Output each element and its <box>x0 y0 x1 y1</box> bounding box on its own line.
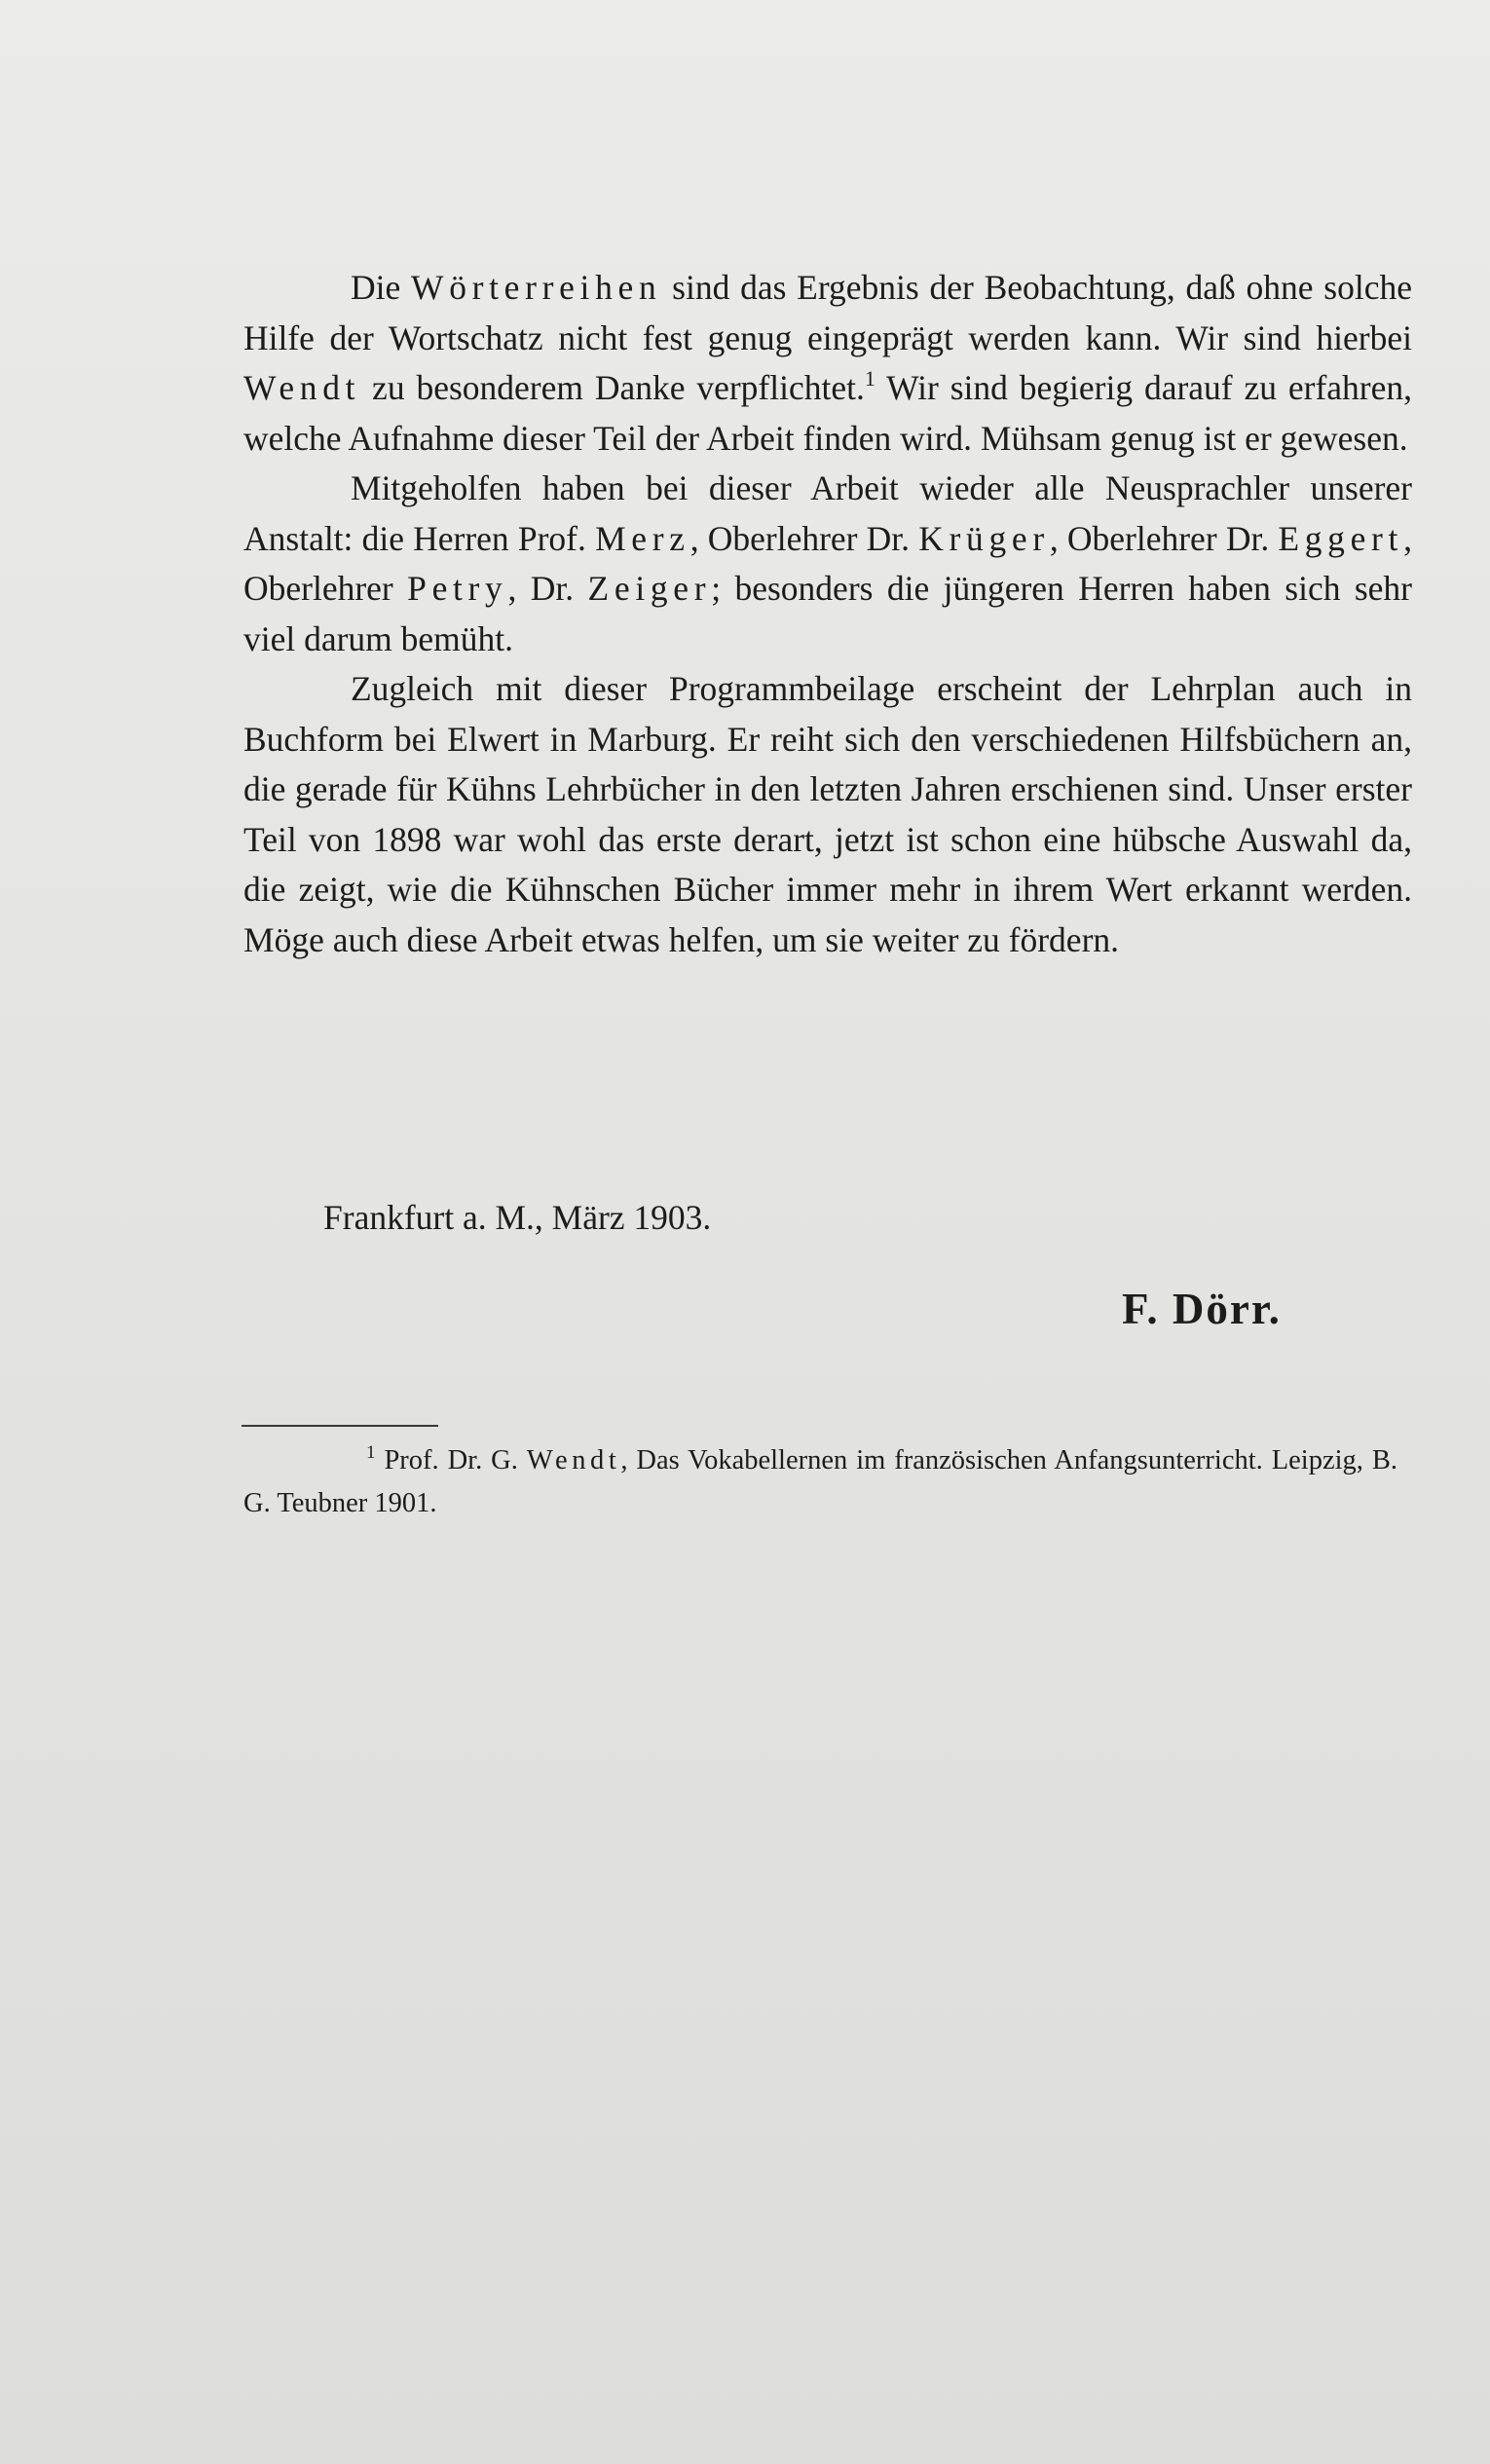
body-text <box>243 263 1412 965</box>
spaced-name: Eggert <box>1278 518 1404 558</box>
text-run: , Oberlehrer <box>243 518 1412 608</box>
text-run: Wir sind begierig darauf zu erfahren, welche Aufnahme dieser Teil der Arbeit finden wird. Mühsam genug ist er gewesen. <box>243 368 1412 458</box>
text-run: , Oberlehrer Dr. <box>1049 518 1279 558</box>
spaced-term: Wörterreihen <box>411 268 662 307</box>
spaced-name: Petry <box>407 569 508 608</box>
text-run: , Oberlehrer Dr. <box>689 518 919 558</box>
spaced-name: Zeiger <box>587 569 712 608</box>
spaced-name: Merz <box>595 518 690 558</box>
text-run: , Das Vokabellernen im französischen Anfangsunterricht. Leipzig, B. G. Teubner 1901. <box>243 1445 1397 1518</box>
paragraph-zugleich: Zugleich mit dieser Programmbeilage erscheint der Lehrplan auch in Buchform bei Elwert in Marburg. Er reiht sich den verschiedenen Hilfsbüchern an, die gerade für Kühns Lehrbücher in den letzten Jahren erschienen sind. Unser erster Teil von 1898 war wohl das erste derart, jetzt ist schon eine hübsche Auswahl da, die zeigt, wie die Kühnschen Bücher immer mehr in ihrem Wert erkannt werden. Möge auch diese Arbeit etwas helfen, um sie weiter zu fördern. <box>243 669 1412 959</box>
dateline: Frankfurt a. M., März 1903. <box>323 1198 712 1237</box>
spaced-name: Wendt <box>243 368 361 407</box>
paragraph-mitgeholfen <box>243 464 1412 664</box>
spaced-name: Wendt <box>526 1445 621 1475</box>
footnote-number: 1 <box>366 1442 376 1463</box>
footnote-reference: 1 <box>864 366 875 391</box>
paragraph-wörterreihen <box>243 263 1412 464</box>
text-run: Mitgeholfen haben bei dieser Arbeit wieder alle Neusprachler unserer Anstalt: die Herren Prof. <box>243 468 1412 558</box>
author-signature: F. Dörr. <box>1122 1285 1282 1333</box>
text-run: ; besonders die jüngeren Herren haben sich sehr viel darum bemüht. <box>243 569 1412 658</box>
text-run: zu besonderem Danke verpflichtet. <box>360 368 865 407</box>
spaced-name: Krüger <box>918 518 1050 558</box>
text-run: Die <box>351 268 412 307</box>
text-run: sind das Ergebnis der Beobachtung, daß ohne solche Hilfe der Wortschatz nicht fest genug eingeprägt werden kann. Wir sind hierbei <box>243 268 1412 357</box>
footnote-divider <box>242 1425 438 1427</box>
text-run: Prof. Dr. G. <box>375 1445 527 1475</box>
text-run: , Dr. <box>507 569 588 608</box>
footnote <box>243 1439 1397 1525</box>
